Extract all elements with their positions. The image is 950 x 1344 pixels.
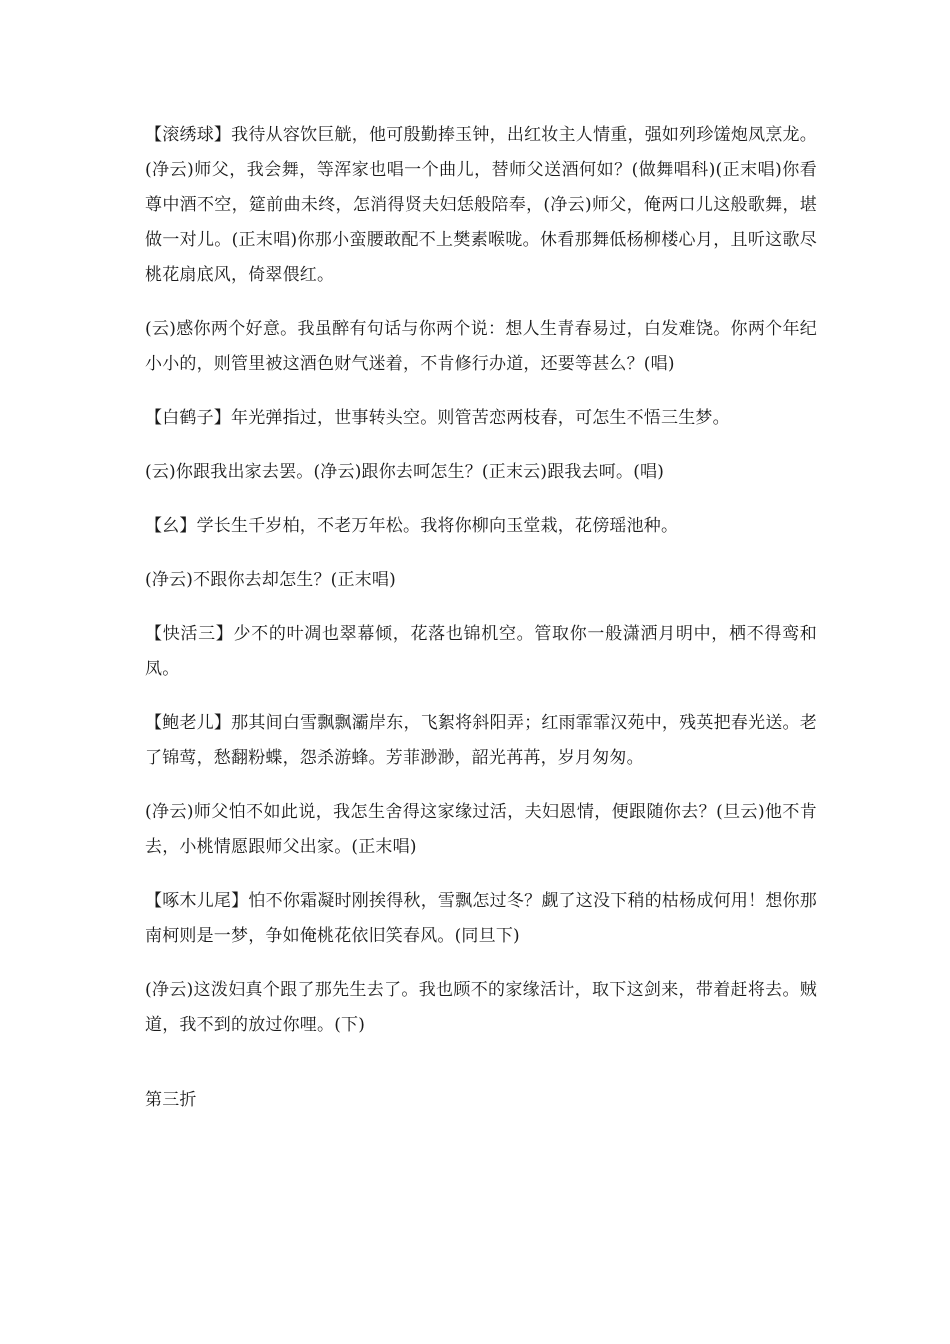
paragraph-bao-lao-er: 【鲍老儿】那其间白雪飘飘灞岸东，飞絮将斜阳弄；红雨霏霏汉苑中，残英把春光送。老了锦莺，愁翻粉蝶，怨杀游蜂。芳菲渺渺，韶光苒苒，岁月匆匆。 xyxy=(145,713,817,768)
paragraph-dialogue-5: (净云)这泼妇真个跟了那先生去了。我也顾不的家缘活计，取下这剑来，带着赶将去。贼道，我不到的放过你哩。(下) xyxy=(145,980,817,1035)
paragraph-gun-xiu-qiu: 【滚绣球】我待从容饮巨觥，他可殷勤捧玉钟，出红妆主人情重，强如列珍馐炮凤烹龙。(净云)师父，我会舞，等浑家也唱一个曲儿，替师父送酒何如？(做舞唱科)(正末唱)你看尊中酒不空，筵前曲未终，怎消得贤夫妇恁般陪奉，(净云)师父，俺两口儿这般歌舞，堪做一对儿。(正末唱)你那小蛮腰敢配不上樊素喉咙。休看那舞低杨柳楼心月，且听这歌尽桃花扇底风，倚翠偎红。 xyxy=(145,125,817,285)
paragraph-bai-he-zi: 【白鹤子】年光弹指过，世事转头空。则管苦恋两枝春，可怎生不悟三生梦。 xyxy=(145,408,730,428)
paragraph-zhuo-mu-er-wei: 【啄木儿尾】怕不你霜凝时刚挨得秋，雪飘怎过冬？觑了这没下稍的枯杨成何用！想你那南柯则是一梦，争如俺桃花依旧笑春风。(同旦下) xyxy=(145,891,817,946)
document-body xyxy=(145,118,817,1137)
paragraph-dialogue-3: (净云)不跟你去却怎生？(正末唱) xyxy=(145,570,396,590)
section-heading: 第三折 xyxy=(145,1090,197,1110)
paragraph-dialogue-4: (净云)师父怕不如此说，我怎生舍得这家缘过活，夫妇恩情，便跟随你去？(旦云)他不肯去，小桃情愿跟师父出家。(正末唱) xyxy=(145,802,817,857)
paragraph-yao: 【幺】学长生千岁柏，不老万年松。我将你柳向玉堂栽，花傍瑶池种。 xyxy=(145,516,679,536)
paragraph-dialogue-2: (云)你跟我出家去罢。(净云)跟你去呵怎生？(正末云)跟我去呵。(唱) xyxy=(145,462,665,482)
paragraph-dialogue-1: (云)感你两个好意。我虽醉有句话与你两个说：想人生青春易过，白发难饶。你两个年纪小小的，则管里被这酒色财气迷着，不肯修行办道，还要等甚么？(唱) xyxy=(145,319,817,374)
paragraph-kuai-huo-san: 【快活三】少不的叶凋也翠幕倾，花落也锦机空。管取你一般潇洒月明中，栖不得鸾和凤。 xyxy=(145,624,817,679)
